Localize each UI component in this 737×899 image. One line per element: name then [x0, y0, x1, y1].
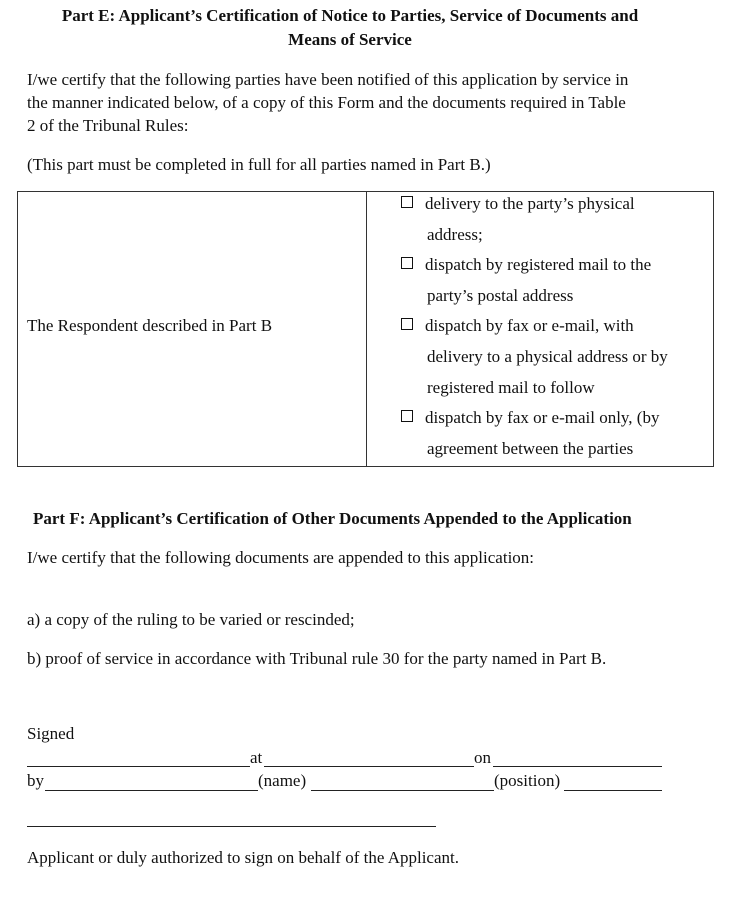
option-label: dispatch by fax or e-mail only, (by	[425, 408, 660, 427]
checkbox-fax-email-with-delivery[interactable]	[401, 318, 413, 330]
at-label: at	[250, 748, 263, 767]
option-label-cont: party’s postal address	[427, 286, 574, 305]
position-label: (position)	[494, 771, 561, 790]
part-f-title: Part F: Applicant’s Certification of Other Documents Appended to the Application	[33, 509, 632, 528]
checkbox-fax-email-only[interactable]	[401, 410, 413, 422]
part-f-item-a: a) a copy of the ruling to be varied or rescinded;	[27, 610, 355, 629]
part-e-note: (This part must be completed in full for all parties named in Part B.)	[27, 155, 491, 174]
place-line[interactable]	[264, 766, 474, 767]
service-option-registered-mail	[401, 249, 701, 311]
name-label: (name)	[258, 771, 307, 790]
party-name: The Respondent described in Part B	[27, 316, 273, 335]
applicant-footer: Applicant or duly authorized to sign on behalf of the Applicant.	[27, 848, 459, 867]
option-label: dispatch by registered mail to the	[425, 255, 652, 274]
part-f-item-b: b) proof of service in accordance with Tribunal rule 30 for the party named in Part B.	[27, 649, 607, 668]
part-e-title-line1: Part E: Applicant’s Certification of Notice to Parties, Service of Documents and	[61, 6, 639, 25]
by-label: by	[27, 771, 44, 790]
option-label-cont: agreement between the parties	[427, 439, 634, 458]
checkbox-physical-delivery[interactable]	[401, 196, 413, 208]
by-line[interactable]	[45, 790, 258, 791]
position-line[interactable]	[564, 790, 662, 791]
part-e-intro-line1: I/we certify that the following parties have been notified of this application by service in	[27, 70, 629, 89]
signature-line[interactable]	[27, 766, 250, 767]
on-label: on	[474, 748, 491, 767]
part-e-intro-line3: 2 of the Tribunal Rules:	[27, 116, 189, 135]
signed-label: Signed	[27, 724, 75, 743]
option-label: dispatch by fax or e-mail, with	[425, 316, 634, 335]
service-option-physical-delivery	[401, 188, 701, 250]
name-line[interactable]	[311, 790, 494, 791]
service-option-fax-email-only	[401, 402, 701, 464]
service-option-fax-email-with-delivery	[401, 310, 701, 403]
option-label-cont: delivery to a physical address or by	[427, 347, 668, 366]
option-label-cont: address;	[427, 225, 483, 244]
part-e-intro	[27, 68, 687, 137]
applicant-signature-line[interactable]	[27, 826, 436, 827]
part-e-intro-line2: the manner indicated below, of a copy of this Form and the documents required in Table	[27, 93, 626, 112]
service-table-divider	[366, 191, 367, 467]
checkbox-registered-mail[interactable]	[401, 257, 413, 269]
option-label: delivery to the party’s physical	[425, 194, 635, 213]
part-f-intro: I/we certify that the following documents are appended to this application:	[27, 548, 535, 567]
option-label-cont: registered mail to follow	[427, 378, 595, 397]
part-e-title-line2: Means of Service	[288, 30, 412, 49]
date-line[interactable]	[493, 766, 662, 767]
